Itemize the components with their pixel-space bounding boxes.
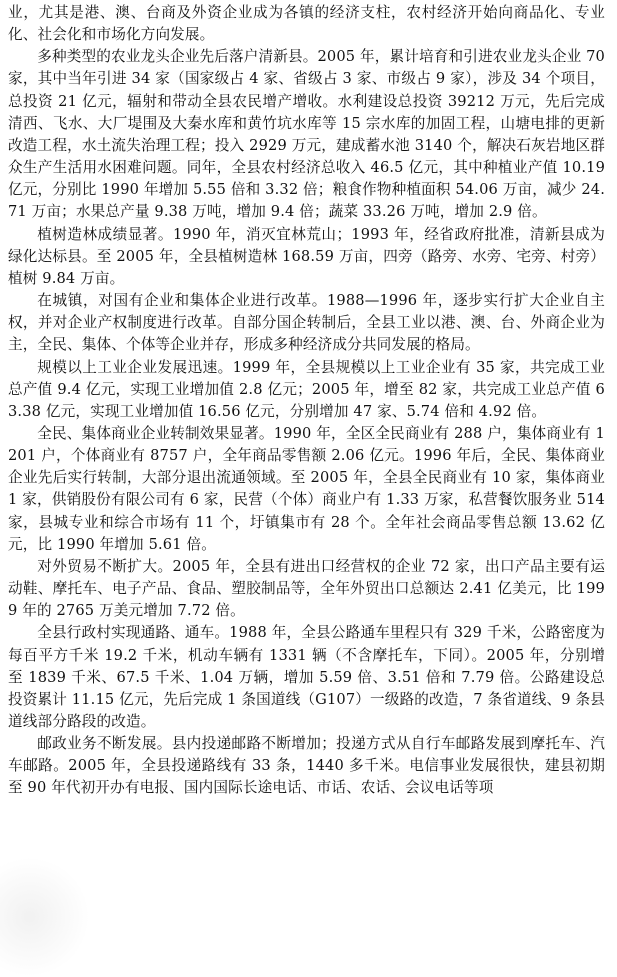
paragraph-7: 对外贸易不断扩大。2005 年，全县有进出口经营权的企业 72 家，出口产品主要有运动鞋、摩托车、电子产品、食品、塑胶制品等，全年外贸出口总额达 2.41 亿美元，比 1999 年的 2765 万美元增加 7.72 倍。	[8, 557, 605, 620]
paragraph-6: 全民、集体商业企业转制效果显著。1990 年，全区全民商业有 288 户，集体商业有 1201 户，个体商业有 8757 户，全年商品零售额 2.06 亿元。1996 年后，全民、集体商业企业先后实行转制，大部分退出流通领域。至 2005 年，全县全民商业有 10 家，集体商业 1 家，供销股份有限公司有 6 家，民营（个体）商业户有 1.33 万家，私营餐饮服务业 514 家，县城专业和综合市场有 11 个，圩镇集市有 28 个。全年社会商品零售总额 13.62 亿元，比 1990 年增加 5.61 倍。	[8, 424, 605, 553]
paragraph-9: 邮政业务不断发展。县内投递邮路不断增加；投递方式从自行车邮路发展到摩托车、汽车邮路。2005 年，全县投递路线有 33 条，1440 多千米。电信事业发展很快，建县初期至 90 年代初开办有电报、国内国际长途电话、市话、农话、会议电话等项	[8, 735, 605, 797]
paragraph-8: 全县行政村实现通路、通车。1988 年，全县公路通车里程只有 329 千米，公路密度为每百平方千米 19.2 千米，机动车辆有 1331 辆（不含摩托车，下同）。2005 年，分别增至 1839 千米、67.5 千米、1.04 万辆，增加 5.59 倍、3.51 倍和 7.79 倍。公路建设总投资累计 11.15 亿元，先后完成 1 条国道线（G107）一级路的改造，7 条省道线、9 条县道线部分路段的改造。	[8, 624, 605, 730]
paragraph-1: 业，尤其是港、澳、台商及外资企业成为各镇的经济支柱，农村经济开始向商品化、专业化、社会化和市场化方向发展。	[8, 4, 605, 44]
paragraph-5: 规模以上工业企业发展迅速。1999 年，全县规模以上工业企业有 35 家，共完成工业总产值 9.4 亿元，实现工业增加值 2.8 亿元；2005 年，增至 82 家，共完成工业总产值 63.38 亿元，实现工业增加值 16.56 亿元，分别增加 47 家、5.74 倍和 4.92 倍。	[8, 358, 605, 420]
watermark-mark	[0, 857, 90, 977]
paragraph-4: 在城镇，对国有企业和集体企业进行改革。1988—1996 年，逐步实行扩大企业自主权，并对企业产权制度进行改革。自部分国企转制后，全县工业以港、澳、台、外商企业为主，全民、集体、个体等企业并存，形成多种经济成分共同发展的格局。	[8, 292, 605, 354]
paragraph-3: 植树造林成绩显著。1990 年，消灭宜林荒山；1993 年，经省政府批准，清新县成为绿化达标县。至 2005 年，全县植树造林 168.59 万亩，四旁（路旁、水旁、宅旁、村旁）植树 9.84 万亩。	[8, 225, 605, 287]
paragraph-2: 多种类型的农业龙头企业先后落户清新县。2005 年，累计培育和引进农业龙头企业 70 家，其中当年引进 34 家（国家级占 4 家、省级占 3 家、市级占 9 家），涉及 34 个项目，总投资 21 亿元，辐射和带动全县农民增产增收。水利建设总投资 39212 万元，先后完成清西、飞水、大厂堤围及大秦水库和黄竹坑水库等 15 宗水库的加固工程，山塘电排的更新改造工程，水土流失治理工程；投入 2929 万元，建成蓄水池 3140 个，解决石灰岩地区群众生产生活用水困难问题。同年，全县农村经济总收入 46.5 亿元，其中种植业产值 10.19 亿元，分别比 1990 年增加 5.55 倍和 3.32 倍；粮食作物种植面积 54.06 万亩，减少 24.71 万亩；水果总产量 9.38 万吨，增加 9.4 倍；蔬菜 33.26 万吨，增加 2.9 倍。	[8, 48, 605, 221]
